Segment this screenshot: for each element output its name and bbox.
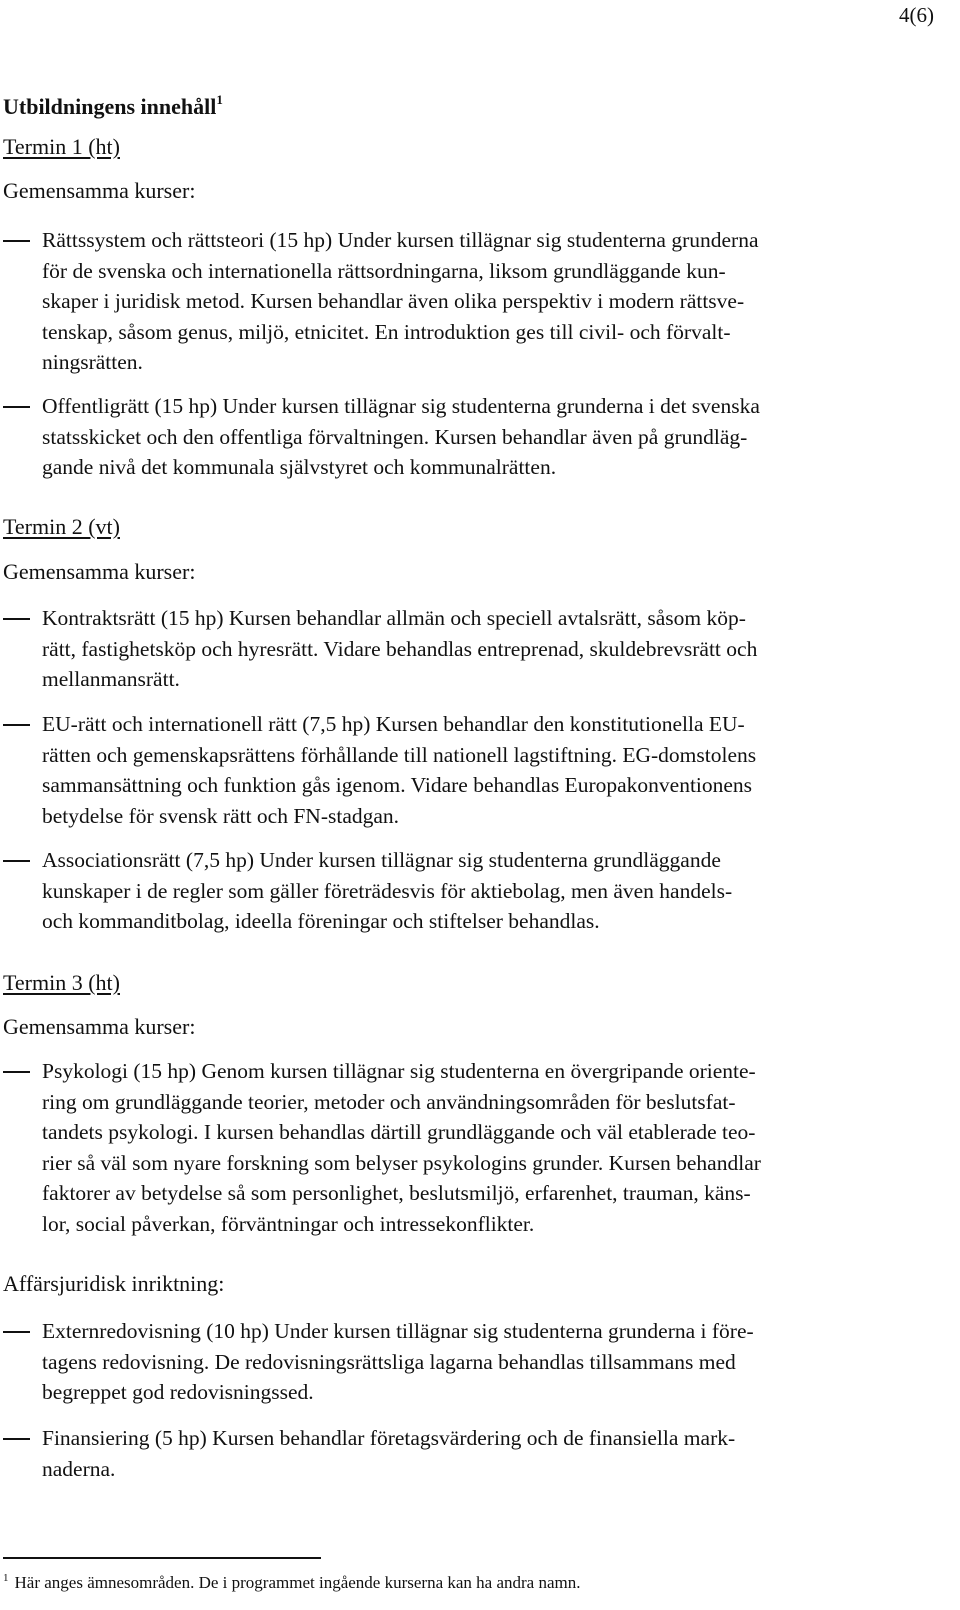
course-line: sammansättning och funktion gås igenom. Vidare behandlas Europakonventionens <box>42 773 753 797</box>
course-line: tenskap, såsom genus, miljö, etnicitet. En introduktion ges till civil- och förvalt- <box>42 319 731 344</box>
footnote <box>3 1572 580 1593</box>
dash-bullet <box>3 618 30 620</box>
course-line: tagens redovisning. De redovisningsrättsliga lagarna behandlas tillsammans med <box>42 1349 736 1374</box>
business-law-track-heading: Affärsjuridisk inriktning: <box>3 1271 225 1296</box>
course-text <box>42 1423 935 1484</box>
course-line: ring om grundläggande teorier, metoder och användningsområden för beslutsfat- <box>42 1089 736 1114</box>
course-line: betydelse för svensk rätt och FN-stadgan. <box>42 803 400 828</box>
course-line: Kontraktsrätt (15 hp) Kursen behandlar allmän och speciell avtalsrätt, såsom köp- <box>42 606 746 630</box>
dash-bullet <box>3 860 30 862</box>
course-line: för de svenska och internationella rättsordningarna, liksom grundläggande kun- <box>42 258 726 283</box>
course-line: rätt, fastighetsköp och hyresrätt. Vidare behandlas entreprenad, skuldebrevsrätt och <box>42 636 758 661</box>
course-text <box>42 1316 935 1408</box>
course-line: skaper i juridisk metod. Kursen behandlar även olika perspektiv i modern rättsve- <box>42 289 745 313</box>
footnote-reference[interactable]: 1 <box>216 92 223 107</box>
course-line: Rättssystem och rättsteori (15 hp) Under kursen tillägnar sig studenterna grunderna <box>42 228 759 252</box>
course-line: kunskaper i de regler som gäller företrädesvis för aktiebolag, men även handels- <box>42 878 733 903</box>
dash-bullet <box>3 1438 30 1440</box>
course-line: mellanmansrätt. <box>42 667 180 691</box>
course-item-associationsratt <box>0 845 935 937</box>
section-heading-text: Utbildningens innehåll <box>3 94 217 119</box>
course-line: och kommanditbolag, ideella föreningar och stiftelser behandlas. <box>42 909 600 933</box>
term-2-common-courses-heading: Gemensamma kurser: <box>3 559 196 584</box>
course-item-offentligratt <box>0 391 935 483</box>
course-line: naderna. <box>42 1456 116 1481</box>
dash-bullet <box>3 1071 30 1073</box>
course-item-eu-ratt <box>0 709 935 831</box>
course-line: faktorer av betydelse så som personlighet, beslutsmiljö, erfarenhet, trauman, käns- <box>42 1181 751 1205</box>
term-1-heading: Termin 1 (ht) <box>3 134 120 159</box>
term-2-heading: Termin 2 (vt) <box>3 514 120 539</box>
page-number: 4(6) <box>899 3 934 27</box>
dash-bullet <box>3 406 30 408</box>
course-line: statsskicket och den offentliga förvaltningen. Kursen behandlar även på grundläg- <box>42 424 748 449</box>
course-line: gande nivå det kommunala självstyret och kommunalrätten. <box>42 455 557 479</box>
course-text <box>42 709 935 831</box>
dash-bullet <box>3 240 30 242</box>
footnote-divider <box>3 1557 321 1559</box>
footnote-number: 1 <box>3 1572 9 1584</box>
course-item-finansiering <box>0 1423 935 1484</box>
course-line: rier så väl som nyare forskning som belyser psykologins grunder. Kursen behandlar <box>42 1150 761 1175</box>
course-line: begreppet god redovisningssed. <box>42 1380 314 1404</box>
course-line: Psykologi (15 hp) Genom kursen tillägnar sig studenterna en övergripande oriente- <box>42 1059 756 1083</box>
course-line: rätten och gemenskapsrättens förhållande till nationell lagstiftning. EG-domstolens <box>42 742 757 767</box>
course-text <box>42 391 935 483</box>
course-text <box>42 225 935 378</box>
course-line: Offentligrätt (15 hp) Under kursen tillägnar sig studenterna grunderna i det svenska <box>42 394 760 418</box>
course-text <box>42 845 935 937</box>
course-line: ningsrätten. <box>42 350 143 374</box>
course-item-kontraktsratt <box>0 603 935 695</box>
term-3-common-courses-heading: Gemensamma kurser: <box>3 1014 196 1039</box>
course-line: Externredovisning (10 hp) Under kursen tillägnar sig studenterna grunderna i före- <box>42 1319 754 1343</box>
dash-bullet <box>3 724 30 726</box>
course-item-rattssystem <box>0 225 935 378</box>
course-item-externredovisning <box>0 1316 935 1408</box>
course-line: Finansiering (5 hp) Kursen behandlar företagsvärdering och de finansiella mark- <box>42 1426 736 1450</box>
course-line: lor, social påverkan, förväntningar och intressekonflikter. <box>42 1211 535 1236</box>
course-line: EU-rätt och internationell rätt (7,5 hp) Kursen behandlar den konstitutionella EU- <box>42 712 745 736</box>
term-1-common-courses-heading: Gemensamma kurser: <box>3 178 196 203</box>
course-text <box>42 1056 935 1239</box>
course-text <box>42 603 935 695</box>
term-3-heading: Termin 3 (ht) <box>3 970 120 995</box>
course-item-psykologi <box>0 1056 935 1239</box>
course-line: Associationsrätt (7,5 hp) Under kursen tillägnar sig studenterna grundläggande <box>42 848 721 872</box>
course-line: tandets psykologi. I kursen behandlas därtill grundläggande och väl etablerade teo- <box>42 1120 756 1144</box>
footnote-text: Här anges ämnesområden. De i programmet ingående kurserna kan ha andra namn. <box>14 1573 581 1592</box>
section-heading <box>3 92 223 120</box>
dash-bullet <box>3 1331 30 1333</box>
